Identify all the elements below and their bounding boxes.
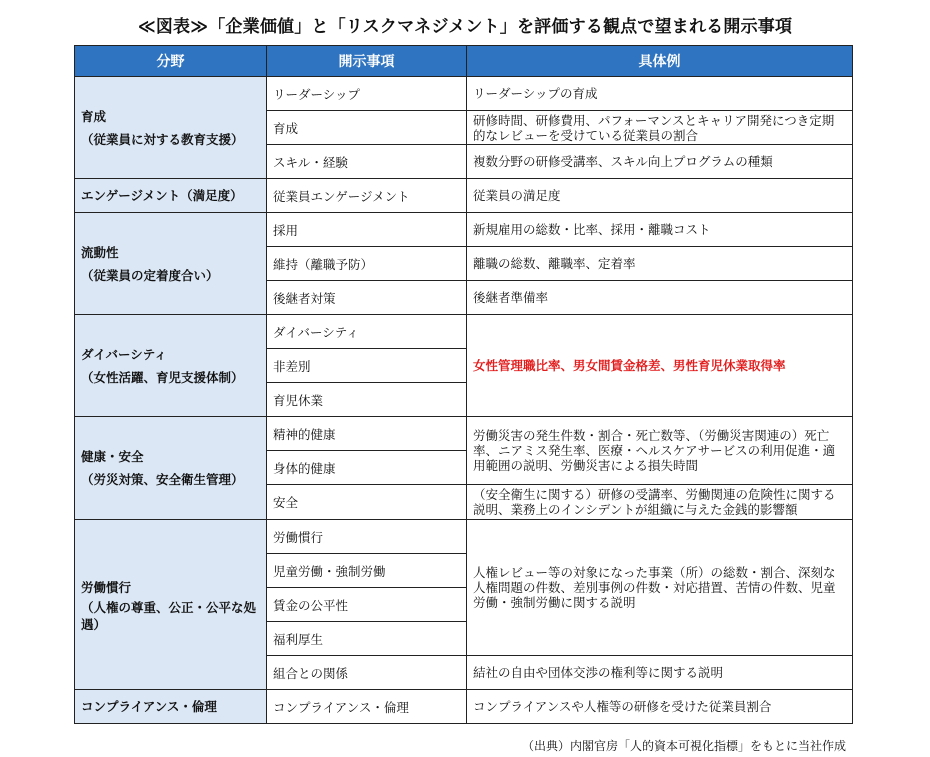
field-cell	[75, 315, 267, 417]
example-cell: 複数分野の研修受講率、スキル向上プログラムの種類	[467, 145, 853, 179]
field-name: 労働慣行	[81, 580, 132, 595]
example-cell: （安全衛生に関する）研修の受講率、労働関連の危険性に関する説明、業務上のインシデントが組織に与えた金銭的影響額	[467, 485, 853, 520]
item-cell: 安全	[267, 485, 467, 520]
field-sub: （従業員の定着度合い）	[81, 267, 219, 283]
item-cell: 維持（離職予防）	[267, 247, 467, 281]
header-example: 具体例	[467, 46, 853, 77]
example-cell: 結社の自由や団体交渉の権利等に関する説明	[467, 656, 853, 690]
field-name: コンプライアンス・倫理	[81, 699, 217, 714]
item-cell: 身体的健康	[267, 451, 467, 485]
example-cell: 後継者準備率	[467, 281, 853, 315]
field-sub: （女性活躍、育児支援体制）	[81, 369, 244, 385]
field-name: 育成	[81, 108, 107, 124]
item-cell: 児童労働・強制労働	[267, 554, 467, 588]
field-cell	[75, 417, 267, 520]
table-row	[75, 417, 853, 451]
table-row	[75, 690, 853, 724]
item-cell: 育児休業	[267, 383, 467, 417]
table-row	[75, 520, 853, 554]
table-row	[75, 179, 853, 213]
disclosure-table	[74, 45, 853, 724]
table-row	[75, 77, 853, 111]
field-cell	[75, 179, 267, 213]
example-cell: 従業員の満足度	[467, 179, 853, 213]
header-field: 分野	[75, 46, 267, 77]
example-cell: 労働災害の発生件数・割合・死亡数等、（労働災害関連の）死亡率、ニアミス発生率、医療・ヘルスケアサービスの利用促進・適用範囲の説明、労働災害による損失時間	[467, 417, 853, 485]
source-note: （出典）内閣官房「人的資本可視化指標」をもとに当社作成	[521, 739, 846, 753]
table-header-row	[75, 46, 853, 77]
item-cell: 労働慣行	[267, 520, 467, 554]
example-cell: 離職の総数、離職率、定着率	[467, 247, 853, 281]
example-cell: 新規雇用の総数・比率、採用・離職コスト	[467, 213, 853, 247]
table-row	[75, 315, 853, 349]
item-cell: コンプライアンス・倫理	[267, 690, 467, 724]
item-cell: 精神的健康	[267, 417, 467, 451]
table-row	[75, 213, 853, 247]
field-sub: （従業員に対する教育支援）	[81, 131, 244, 147]
field-name: ダイバーシティ	[81, 346, 167, 362]
example-cell: コンプライアンスや人権等の研修を受けた従業員割合	[467, 690, 853, 724]
item-cell: 採用	[267, 213, 467, 247]
item-cell: 後継者対策	[267, 281, 467, 315]
item-cell: 育成	[267, 111, 467, 145]
item-cell: リーダーシップ	[267, 77, 467, 111]
item-cell: 非差別	[267, 349, 467, 383]
field-cell	[75, 213, 267, 315]
example-cell-highlight: 女性管理職比率、男女間賃金格差、男性育児休業取得率	[467, 315, 853, 417]
field-name: エンゲージメント（満足度）	[81, 188, 243, 203]
field-sub: （人権の尊重、公正・公平な処遇）	[81, 600, 257, 632]
field-cell	[75, 77, 267, 179]
item-cell: スキル・経験	[267, 145, 467, 179]
item-cell: 賃金の公平性	[267, 588, 467, 622]
example-cell: リーダーシップの育成	[467, 77, 853, 111]
header-item: 開示事項	[267, 46, 467, 77]
example-cell: 研修時間、研修費用、パフォーマンスとキャリア開発につき定期的なレビューを受けている従業員の割合	[467, 111, 853, 145]
field-cell	[75, 520, 267, 690]
example-cell: 人権レビュー等の対象になった事業（所）の総数・割合、深刻な人権問題の件数、差別事例の件数・対応措置、苦情の件数、児童労働・強制労働に関する説明	[467, 520, 853, 656]
field-name: 流動性	[81, 244, 119, 260]
item-cell: 福利厚生	[267, 622, 467, 656]
item-cell: ダイバーシティ	[267, 315, 467, 349]
field-name: 健康・安全	[81, 449, 144, 464]
item-cell: 組合との関係	[267, 656, 467, 690]
field-cell	[75, 690, 267, 724]
item-cell: 従業員エンゲージメント	[267, 179, 467, 213]
field-sub: （労災対策、安全衛生管理）	[81, 472, 244, 487]
page-title: ≪図表≫「企業価値」と「リスクマネジメント」を評価する観点で望まれる開示事項	[137, 17, 793, 37]
